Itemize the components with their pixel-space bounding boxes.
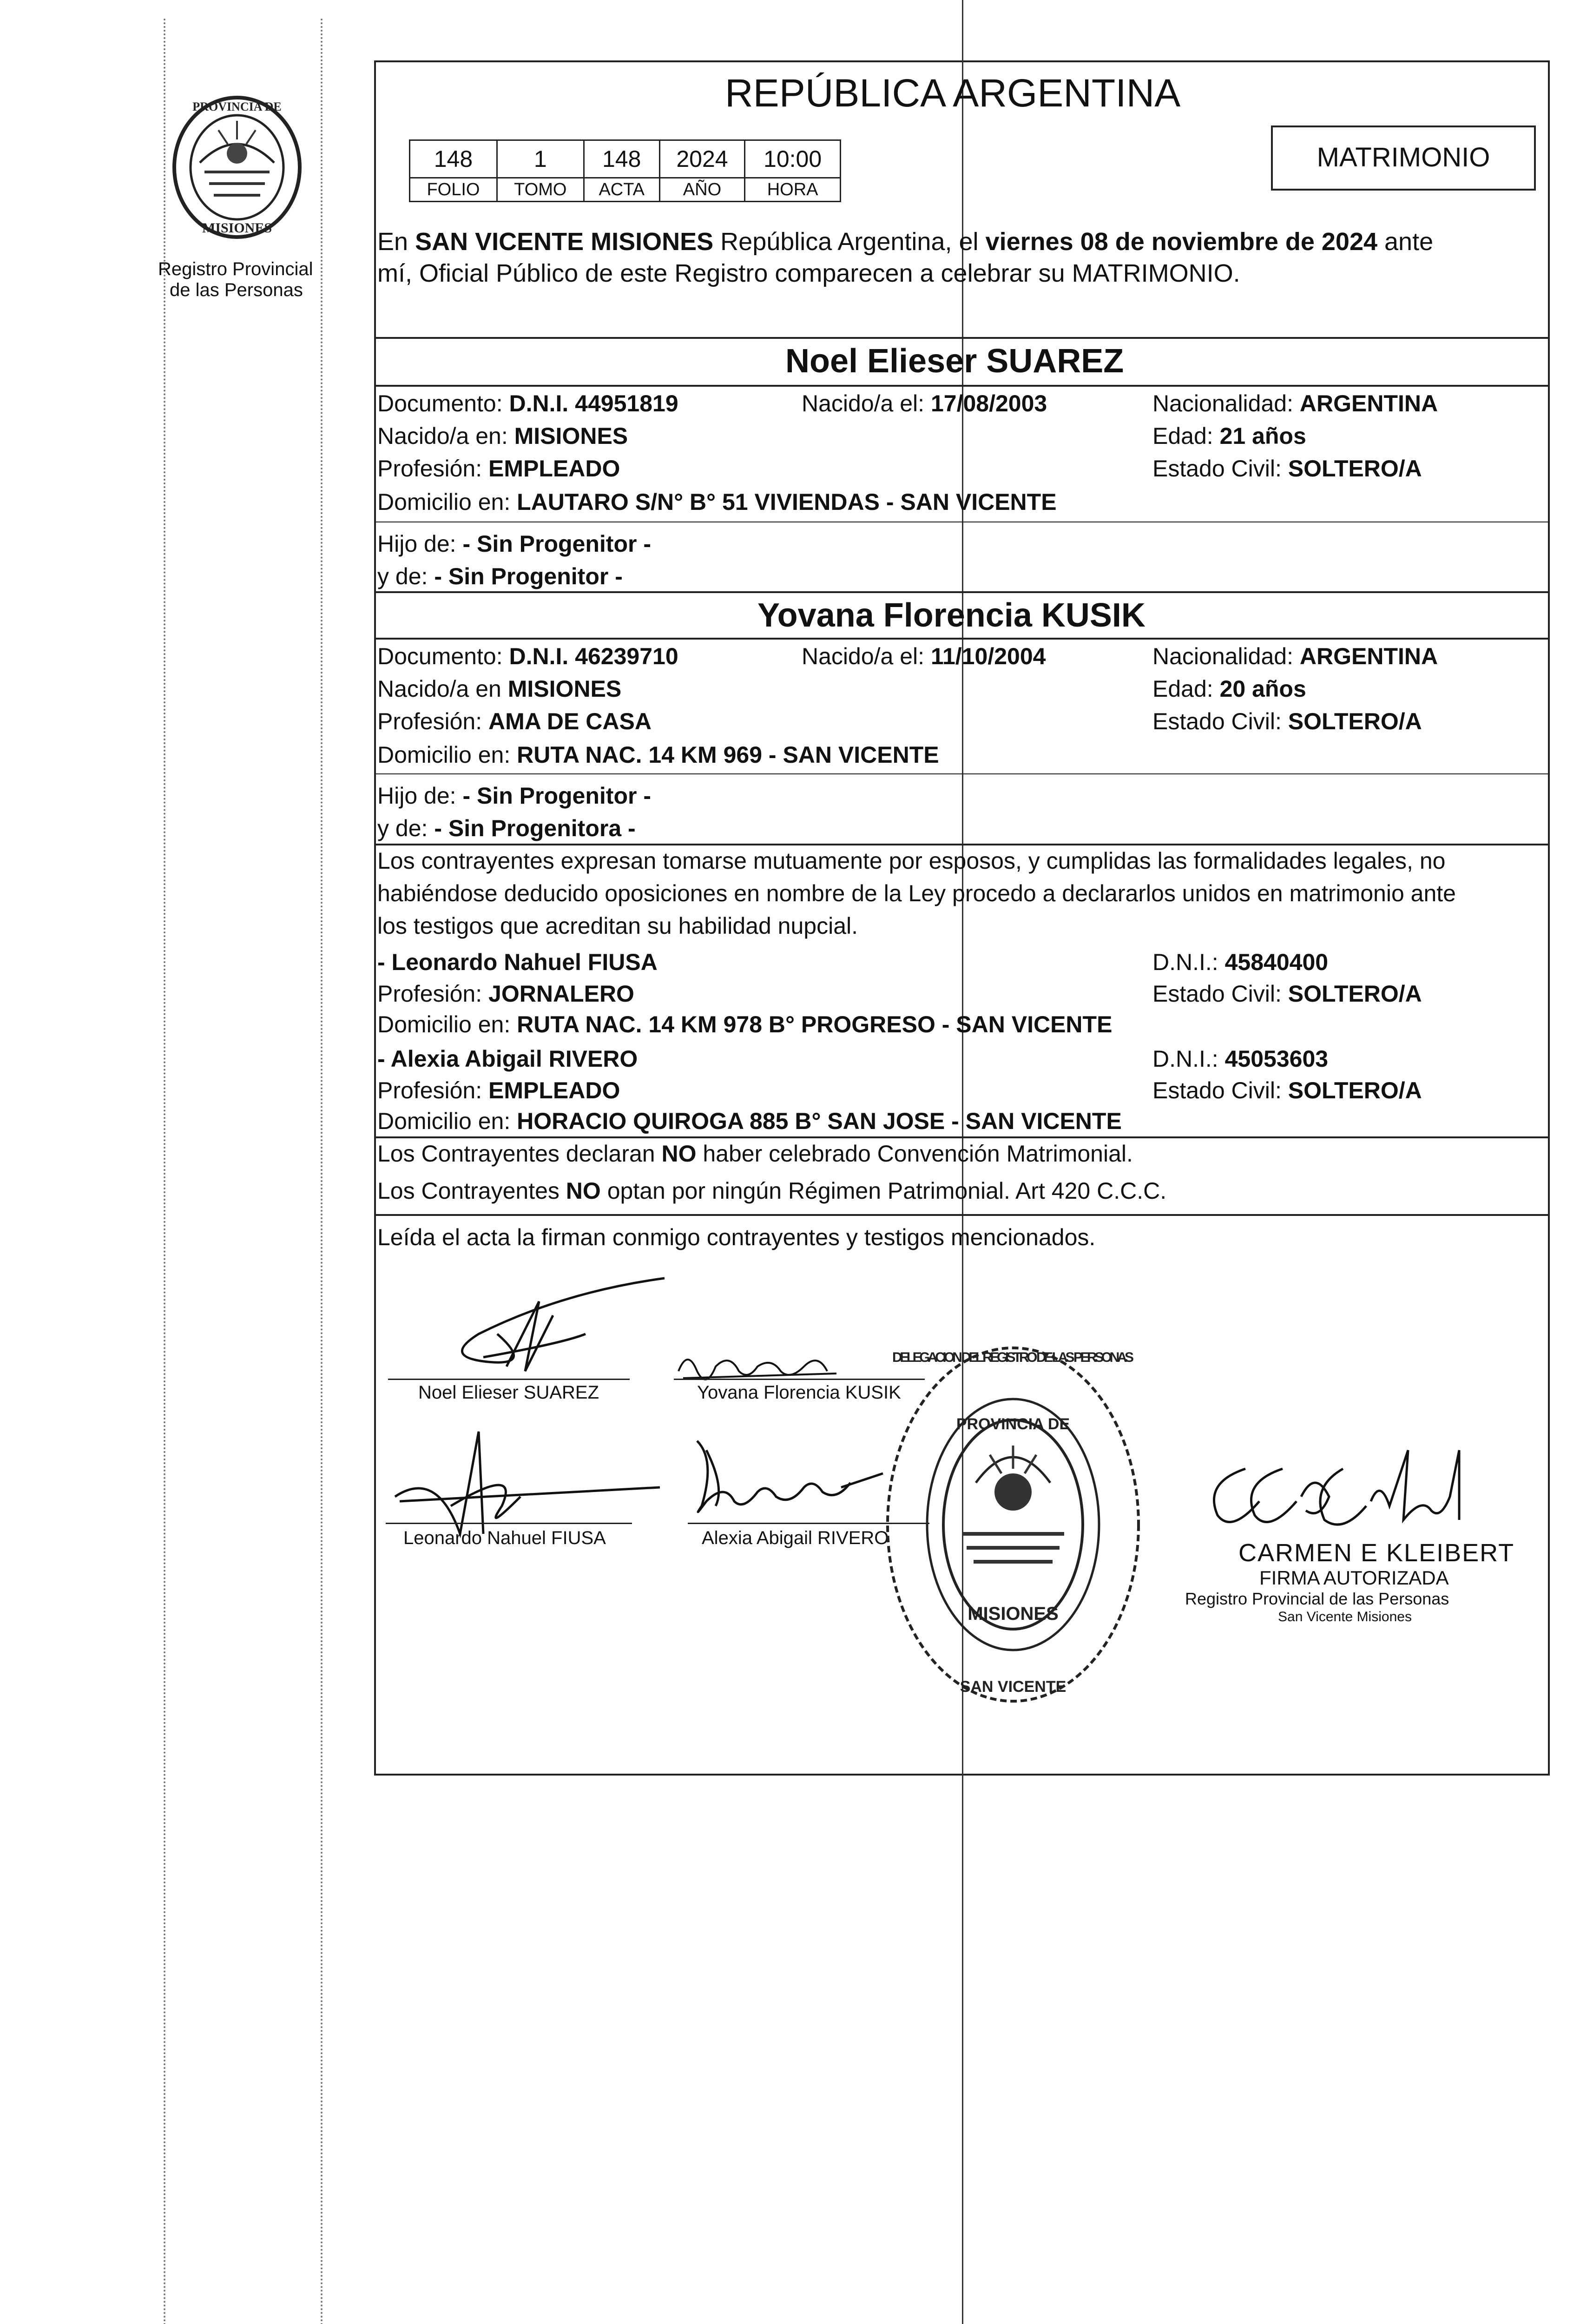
party2-birth — [802, 642, 1046, 670]
divider-declaration-top — [374, 844, 1550, 845]
party2-born-in-label: Nacido/a en — [377, 676, 501, 702]
signature-rivero — [688, 1432, 902, 1525]
party2-addr — [377, 741, 939, 769]
witness2-addr-label: Domicilio en: — [377, 1108, 511, 1134]
declaration-line1: Los contrayentes expresan tomarse mutuamente por esposos, y cumplidas las formalidades legales, no — [377, 848, 1446, 874]
party2-doc-label: Documento: — [377, 643, 503, 669]
doc-type-label: MATRIMONIO — [1317, 142, 1490, 172]
witness2-dni-value: 45053603 — [1224, 1046, 1329, 1072]
signature-name-fiusa: Leonardo Nahuel FIUSA — [403, 1528, 606, 1548]
party1-name: Noel Elieser SUAREZ — [785, 343, 1124, 380]
divider-read-top — [374, 1214, 1550, 1216]
witness2-civil-value: SOLTERO/A — [1288, 1077, 1422, 1103]
party1-nat — [1152, 390, 1438, 417]
party1-addr-label: Domicilio en: — [377, 489, 511, 515]
party1-born-in-value: MISIONES — [514, 423, 628, 449]
acta-value: 148 — [584, 140, 659, 178]
hour-value: 10:00 — [745, 140, 841, 178]
office-name-line2: de las Personas — [170, 280, 303, 300]
svg-text:SAN VICENTE: SAN VICENTE — [960, 1678, 1066, 1696]
signature-suarez — [386, 1264, 674, 1385]
witness2-civil-label: Estado Civil: — [1152, 1077, 1282, 1103]
folio-table — [409, 139, 841, 202]
year-label: AÑO — [659, 178, 744, 202]
year-value: 2024 — [659, 140, 744, 178]
provincial-seal — [167, 93, 307, 246]
witness1-prof-value: JORNALERO — [488, 981, 634, 1007]
signature-line-suarez — [388, 1379, 630, 1380]
party1-and-label: y de: — [377, 563, 428, 589]
party2-age-value: 20 años — [1219, 676, 1306, 702]
party2-child-label: Hijo de: — [377, 783, 456, 809]
party1-nat-value: ARGENTINA — [1299, 390, 1438, 416]
intro-text-c: ante — [1377, 228, 1434, 256]
witness1-prof — [377, 980, 634, 1008]
divider-party1-header — [374, 385, 1550, 387]
party2-prof — [377, 707, 652, 735]
declaration-line2: habiéndose deducido oposiciones en nombre de la Ley procedo a declararlos unidos en matrimonio ante — [377, 880, 1456, 906]
tomo-value: 1 — [497, 140, 584, 178]
svg-text:DELEGACION DEL REGISTRO DE LAS: DELEGACION DEL REGISTRO DE LAS PERSONAS — [892, 1350, 1134, 1365]
party1-doc-label: Documento: — [377, 390, 503, 416]
party2-prof-label: Profesión: — [377, 708, 482, 734]
party1-civil-label: Estado Civil: — [1152, 456, 1282, 482]
tomo-label: TOMO — [497, 178, 584, 202]
office-name-line1: Registro Provincial — [158, 259, 313, 279]
party2-child — [377, 782, 651, 810]
party1-born-in-label: Nacido/a en: — [377, 423, 508, 449]
divider-party2-addr — [374, 773, 1550, 774]
folio-label: FOLIO — [410, 178, 497, 202]
party2-civil — [1152, 707, 1422, 735]
official-place: San Vicente Misiones — [1278, 1609, 1412, 1624]
party1-doc — [377, 390, 678, 417]
official-office: Registro Provincial de las Personas — [1185, 1589, 1449, 1608]
party2-and-value: - Sin Progenitora - — [434, 815, 636, 841]
official-title: FIRMA AUTORIZADA — [1259, 1567, 1449, 1589]
party2-child-value: - Sin Progenitor - — [462, 783, 651, 809]
witness1-addr-value: RUTA NAC. 14 KM 978 B° PROGRESO - SAN VICENTE — [517, 1011, 1113, 1037]
party1-prof-label: Profesión: — [377, 456, 482, 482]
convention-line1 — [377, 1140, 1133, 1168]
acta-label: ACTA — [584, 178, 659, 202]
official-name: CARMEN E KLEIBERT — [1238, 1539, 1515, 1567]
convention-line1-no: NO — [661, 1141, 697, 1167]
svg-text:MISIONES: MISIONES — [968, 1604, 1059, 1624]
intro-date: viernes 08 de noviembre de 2024 — [985, 228, 1378, 256]
svg-text:PROVINCIA DE: PROVINCIA DE — [192, 100, 282, 113]
witness2-dni — [1152, 1045, 1328, 1073]
party1-age-label: Edad: — [1152, 423, 1213, 449]
party2-addr-label: Domicilio en: — [377, 742, 511, 768]
witness1-dni-value: 45840400 — [1224, 949, 1329, 975]
witness1-dni-label: D.N.I.: — [1152, 949, 1218, 975]
party2-birth-label: Nacido/a el: — [802, 643, 925, 669]
witness1-name: - Leonardo Nahuel FIUSA — [377, 949, 658, 975]
party2-civil-label: Estado Civil: — [1152, 708, 1282, 734]
party1-birth-label: Nacido/a el: — [802, 390, 925, 416]
witness1-addr — [377, 1010, 1112, 1038]
svg-text:MISIONES: MISIONES — [202, 220, 272, 236]
party1-born-in — [377, 422, 628, 450]
scan-margin-dots-left — [164, 19, 165, 2324]
witness2-prof-label: Profesión: — [377, 1077, 482, 1103]
witness2-civil — [1152, 1076, 1422, 1104]
party2-prof-value: AMA DE CASA — [488, 708, 652, 734]
convention-line2-no: NO — [566, 1178, 601, 1204]
divider-party2-header — [374, 638, 1550, 640]
party2-born-in — [377, 675, 621, 703]
party1-addr-value: LAUTARO S/N° B° 51 VIVIENDAS - SAN VICENTE — [517, 489, 1057, 515]
party1-birth — [802, 390, 1047, 417]
party2-nat-label: Nacionalidad: — [1152, 643, 1293, 669]
witness2-name: - Alexia Abigail RIVERO — [377, 1046, 638, 1072]
signature-name-kusik: Yovana Florencia KUSIK — [697, 1382, 901, 1403]
party2-age-label: Edad: — [1152, 676, 1213, 702]
party1-child-label: Hijo de: — [377, 531, 456, 557]
party1-nat-label: Nacionalidad: — [1152, 390, 1293, 416]
party2-birth-value: 11/10/2004 — [930, 643, 1046, 669]
signature-official — [1190, 1441, 1478, 1543]
signature-line-fiusa — [386, 1523, 632, 1524]
declaration-line3: los testigos que acreditan su habilidad nupcial. — [377, 913, 858, 939]
party1-prof-value: EMPLEADO — [488, 456, 620, 482]
intro-line2: mí, Oficial Público de este Registro comparecen a celebrar su MATRIMONIO. — [377, 259, 1240, 287]
signature-name-rivero: Alexia Abigail RIVERO — [702, 1528, 889, 1548]
convention-line2 — [377, 1177, 1166, 1205]
party1-doc-value: D.N.I. 44951819 — [509, 390, 678, 416]
party2-born-in-value: MISIONES — [507, 676, 622, 702]
party1-civil-value: SOLTERO/A — [1288, 456, 1422, 482]
intro-text-a: En — [377, 228, 415, 256]
party2-nat — [1152, 642, 1438, 670]
convention-line1-c: haber celebrado Convención Matrimonial. — [696, 1141, 1133, 1167]
witness1-civil-label: Estado Civil: — [1152, 981, 1282, 1007]
party1-addr — [377, 488, 1057, 516]
convention-line2-c: optan por ningún Régimen Patrimonial. Art 420 C.C.C. — [600, 1178, 1167, 1204]
party1-birth-value: 17/08/2003 — [930, 390, 1047, 416]
convention-line1-a: Los Contrayentes declaran — [377, 1141, 662, 1167]
party2-age — [1152, 675, 1306, 703]
read-line: Leída el acta la firman conmigo contrayentes y testigos mencionados. — [377, 1224, 1096, 1250]
signature-name-suarez: Noel Elieser SUAREZ — [418, 1382, 599, 1403]
doc-type-box — [1271, 125, 1536, 191]
registry-stamp — [874, 1329, 1152, 1720]
party1-age-value: 21 años — [1219, 423, 1306, 449]
party1-child-value: - Sin Progenitor - — [462, 531, 651, 557]
party2-and-label: y de: — [377, 815, 428, 841]
svg-text:PROVINCIA DE: PROVINCIA DE — [956, 1415, 1070, 1433]
party2-doc — [377, 642, 678, 670]
hour-label: HORA — [745, 178, 841, 202]
witness2-prof-value: EMPLEADO — [488, 1077, 620, 1103]
witness1-addr-label: Domicilio en: — [377, 1011, 511, 1037]
party2-and — [377, 814, 636, 842]
intro-text-b: República Argentina, el — [713, 228, 986, 256]
divider-party1-top — [374, 337, 1550, 339]
intro-line1 — [377, 227, 1433, 257]
party2-nat-value: ARGENTINA — [1299, 643, 1438, 669]
witness1-dni — [1152, 948, 1328, 976]
witness2-addr-value: HORACIO QUIROGA 885 B° SAN JOSE - SAN VICENTE — [517, 1108, 1122, 1134]
intro-place: SAN VICENTE MISIONES — [415, 228, 714, 256]
witness2-addr — [377, 1107, 1122, 1135]
divider-convention-top — [374, 1136, 1550, 1138]
witness2-dni-label: D.N.I.: — [1152, 1046, 1218, 1072]
scan-margin-dots-right — [321, 19, 323, 2324]
witness1-civil — [1152, 980, 1422, 1008]
party2-addr-value: RUTA NAC. 14 KM 969 - SAN VICENTE — [517, 742, 939, 768]
party1-and — [377, 562, 623, 590]
country-title: REPÚBLICA ARGENTINA — [725, 71, 1181, 115]
witness1-civil-value: SOLTERO/A — [1288, 981, 1422, 1007]
folio-value: 148 — [410, 140, 497, 178]
party1-and-value: - Sin Progenitor - — [434, 563, 623, 589]
party2-name: Yovana Florencia KUSIK — [757, 597, 1146, 634]
party1-child — [377, 530, 651, 558]
party2-civil-value: SOLTERO/A — [1288, 708, 1422, 734]
witness1-prof-label: Profesión: — [377, 981, 482, 1007]
party1-age — [1152, 422, 1306, 450]
convention-line2-a: Los Contrayentes — [377, 1178, 566, 1204]
party1-civil — [1152, 455, 1422, 482]
witness2-prof — [377, 1076, 620, 1104]
party2-doc-value: D.N.I. 46239710 — [509, 643, 678, 669]
divider-party2-top — [374, 591, 1550, 593]
party1-prof — [377, 455, 620, 482]
